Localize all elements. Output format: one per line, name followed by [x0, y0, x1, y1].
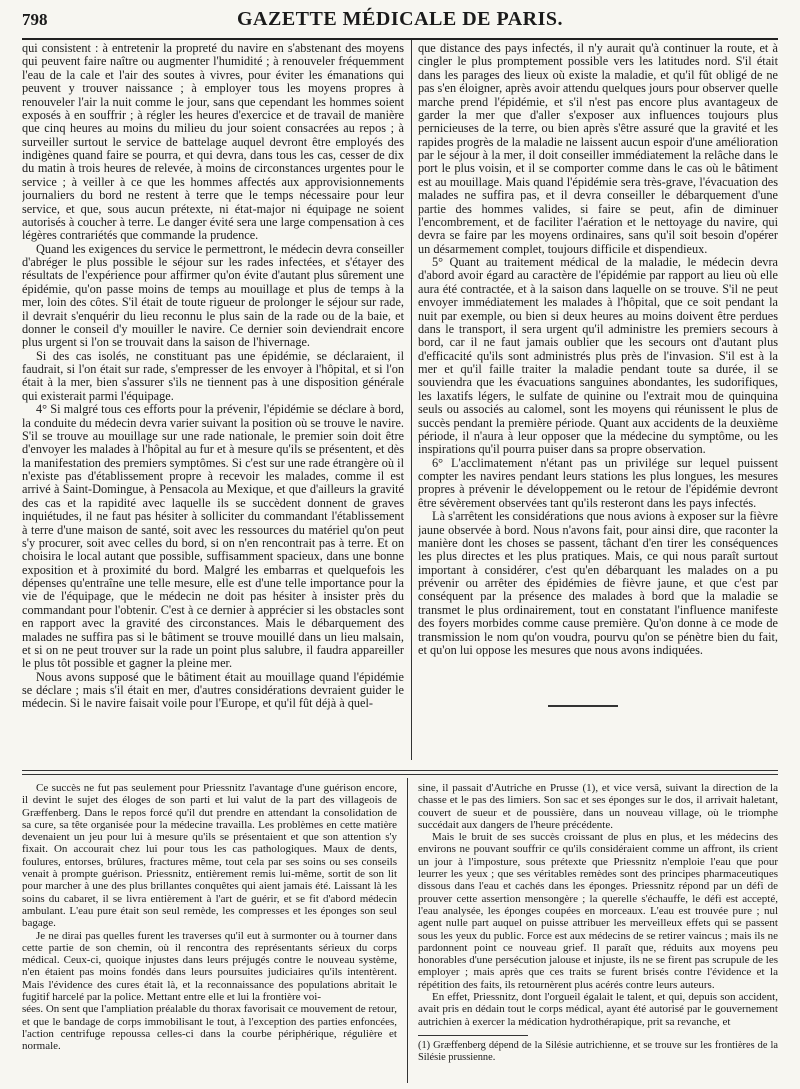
paragraph: 4° Si malgré tous ces efforts pour la prévenir, l'épidémie se déclare à bord, la conduite du médecin devra varier suivant la position où se trouve le navire. S'il se trouve au mouillage sur une rade nationale, le premier soin doit être d'envoyer les malades à l'hôpital au fur et à mesure qu'ils se présentent, et dès la manifestation des premiers symptômes. Si c'est sur une rade étrangère où il n'existe pas d'établissement propre à recevoir les malades, comme il est arrivé à Saint-Domingue, à Pensacola au Mexique, et que d'ailleurs la gravité des cas et la rapidité avec laquelle ils se succèdent donnent de graves inquiétudes, il ne faut pas hésiter à solliciter du commandant l'établissement à terre d'une maison de santé, soit avec les ressources du matériel qu'on peut s'y procurer, soit avec celles du bord, si on n'en rencontrait pas à terre. Et on choisira le local autant que possible, suffisamment spacieux, dans une bonne exposition et à proximité du bord. Malgré les embarras et quelquefois les dépenses qu'entraîne une telle mesure, elle est d'une telle importance pour la vie de l'équipage, que le médecin ne doit pas hésiter à insister près du commandant pour l'obtenir. C'est à ce dernier à apprécier si les obstacles sont en rapport avec la gravité des circonstances. Mais le débarquement des malades ne suffira pas si le bâtiment se trouve mouillé dans un lieu malsain, et si on ne peut trouver sur la rade un point plus salubre, il faudra appareiller le plus tôt possible et gagner la pleine mer.	[22, 402, 404, 671]
paragraph: Là s'arrêtent les considérations que nous avions à exposer sur la fièvre jaune observée à bord. Nous n'avons fait, pour ainsi dire, que raconter la manière dont les choses se passent, tâchant d'en tirer les conséquences les plus directes et les plus pratiques. Mais, ce qui nous paraît surtout important à considérer, c'est qu'en débarquant les malades on a pu prévenir ou arrêter des épidémies de fièvre jaune, et que c'est par conséquent par la présence des malades à bord que la maladie se transmet le plus ordinairement, tout en constatant l'influence manifeste des foyers morbides comme cause première. Qu'on donne à ce mode de transmission le nom qu'on voudra, pourvu qu'on se pénètre bien du fait, et qu'on lui oppose les mesures que nous avons indiquées.	[418, 509, 778, 657]
feuilleton-column-right	[418, 782, 778, 1032]
main-column-left	[22, 42, 404, 760]
paragraph: Quand les exigences du service le permettront, le médecin devra conseiller d'abréger le plus possible le séjour sur les rades infectées, et s'étayer des résultats de l'expérience pour affirmer qu'on évite d'autant plus sûrement une épidémie, qu'on passe moins de temps au mouillage et plus de temps à la mer, loin des côtes. S'il était de toute rigueur de prolonger le séjour sur rade, il devrait s'enquérir du lieu reconnu le plus sain de la rade ou de la baie, et donner le conseil d'y mouiller le navire. Ce dernier soin deviendrait encore plus urgent si l'on se trouvait dans la saison de l'hivernage.	[22, 241, 404, 350]
paragraph: sine, il passait d'Autriche en Prusse (1), et vice versâ, suivant la direction de la chasse et le pas des limiers. Son sac et ses éponges sur le dos, il arrivait haletant, couvert de sueur et de poussière, dans un nouveau village, où le triomphe succédait aux dangers de l'heure précédente.	[418, 782, 778, 831]
feuilleton-column-divider	[407, 778, 408, 1083]
paragraph: Si des cas isolés, ne constituant pas une épidémie, se déclaraient, il faudrait, si l'on était sur rade, s'empresser de les envoyer à l'hôpital, et si l'on était à la mer, bien s'assurer s'ils ne tiennent pas à une disposition générale qui existerait parmi l'équipage.	[22, 348, 404, 403]
paragraph: qui consistent : à entretenir la propreté du navire en s'abstenant des moyens qui peuvent faire naître ou augmenter l'humidité ; à renouveler fréquemment l'eau de la cale et l'air des soutes à vivres, pour éviter les émanations qui peuvent y trouver naissance ; à employer tous les moyens propres à renouveler l'air la nuit comme le jour, sans que cependant les hommes soient exposés à en souffrir ; à régler les heures d'exercice et de travail de manière que cinq heures au moins du milieu du jour soient consacrées au repos ; à surveiller surtout le service de battelage auquel devront être employés des indigènes quand faire se pourra, et qui devra, dans tous les cas, cesser de dix du matin à trois heures de relevée, à moins de circonstances urgentes pour le service ; à veiller à ce que les hommes affectés aux approvisionnements journaliers du bord ne restent à terre que le temps nécessaire pour leur service, et que, sous aucun prétexte, ni état-major ni équipage ne soient autorisés à coucher à terre. Le danger évité sera une large compensation à ces légères contrariétés que commande la prudence.	[22, 42, 404, 243]
journal-title: GAZETTE MÉDICALE DE PARIS.	[236, 8, 564, 30]
feuilleton-divider	[22, 770, 778, 771]
page-number: 798	[22, 10, 48, 29]
feuilleton-column-left	[22, 782, 397, 1082]
paragraph: 5° Quant au traitement médical de la maladie, le médecin devra d'abord avoir égard au caractère de l'épidémie par rapport au lieu où elle aura été contractée, et à la saison dans laquelle on se trouve. S'il ne peut envoyer immédiatement les malades à l'hôpital, que ce soit pendant la nuit par exemple, ou bien si deux heures au moins doivent être perdues dans le transport, il sera urgent qu'il administre les premiers secours à bord, car il ne faut jamais oublier que les secours ont d'autant plus d'efficacité qu'ils sont administrés plus près de l'invasion. S'il est à la mer et qu'il faille traiter la maladie pendant toute sa durée, il se souviendra que les évacuations sanguines abondantes, les sudorifiques, les laxatifs légers, le sulfate de quinine ou l'extrait mou de quinquina seuls ou associés au calomel, sont les moyens qui réunissent le plus de succès pendant la première période. Quant aux accidents de la deuxième période, il n'aura à leur opposer que la médecine du symptôme, ou les inspirations qu'il pourra puiser dans sa propre observation.	[418, 255, 778, 457]
paragraph: 6° L'acclimatement n'étant pas un privilége sur lequel puissent compter les navires pendant leurs stations les plus longues, les mesures propres à prévenir le développement ou le retour de l'épidémie devront être sévèrement observées tant qu'ils resteront dans les pays infectés.	[418, 455, 778, 510]
paragraph: Je ne dirai pas quelles furent les traverses qu'il eut à surmonter ou à tourner dans cette partie de son chemin, où il rencontra des représentants sérieux du corps médical. Ceux-ci, quoique injustes dans leurs préjugés contre le nouveau système, n'en étaient pas moins fondés dans leurs poursuites judiciaires qu'ils intentèrent. Mais l'évidence des cures était là, et la reconnaissance des populations abritait le fugitif harcelé par la police. Mettant entre elle et lui la frontière voi-	[22, 929, 397, 1004]
paragraph: sées. On sent que l'ampliation préalable du thorax favorisait ce mouvement de retour, et que le bandage de corps immobilisant le tout, à l'exception des parties enfoncées, l'action centrifuge repoussa celles-ci dans la courbe périphérique, régulière et normale.	[22, 1003, 397, 1053]
column-divider	[411, 40, 412, 760]
page-header	[22, 8, 778, 34]
paragraph: En effet, Priessnitz, dont l'orgueil égalait le talent, et qui, depuis son accident, avait pris en dédain tout le corps médical, ayant été autorisé par le gouvernement autrichien à exercer la médication hydrothérapique, prit sa revanche, et	[418, 991, 778, 1028]
paragraph: que distance des pays infectés, il n'y aurait qu'à continuer la route, et à cingler le plus promptement possible vers les latitudes nord. S'il était dans les parages des lieux où existe la maladie, et qu'il fût obligé de ne pas s'en éloigner, après avoir attendu quelques jours pour observer quelle marche prend l'épidémie, et s'il n'est pas encore plus avantageux de garder la mer que d'aller s'exposer aux influences toujours plus pernicieuses de la terre, ou bien après s'être assuré que la gravité et les rapides progrès de la maladie ne laissent aucun espoir d'une amélioration par le séjour à la mer, il doit conseiller immédiatement la relâche dans le port le plus voisin, et il se comporter comme dans le cas où le bâtiment est au mouillage. Mais quand l'épidémie sera très-grave, l'évacuation des malades ne suffira pas, et il devra conseiller le débarquement d'une partie des hommes valides, si faire se peut, afin de diminuer l'encombrement, et de faciliter l'aération et le nettoyage du navire, qui devra se faire par les moyens ordinaires, sans qu'il soit besoin d'opérer un désarmement complet, toujours difficile et dispendieux.	[418, 42, 778, 256]
paragraph: Mais le bruit de ses succès croissant de plus en plus, et les médecins des environs ne pouvant souffrir ce qu'ils considéraient comme un affront, ils crient un jour à l'imposture, sous prétexte que Priessnitz n'emploie l'eau que pour leurrer les yeux ; que ses véritables remèdes sont des principes pharmaceutiques dissous dans l'eau et cachés dans les éponges. Priessnitz répond par un défi de prouver cette assertion mensongère ; la querelle s'échauffe, le défi est accepté, l'eau analysée, les éponges coupées en morceaux. L'eau est trouvée pure ; nul agent nulle part auquel on puisse attribuer les merveilleux effets qui se passent sous les yeux du public. Force est aux médecins de se retirer vaincus ; mais ils ne pardonnent point ce nouveau grief. Il paraît que, réduits aux moyens peu honorables d'une persécution jalouse et injuste, ils ne se firent pas scrupule de les employer ; mais après que ces traits se furent brisés contre l'évidence et la répétition des faits, ils retournèrent plus acérés contre leurs auteurs.	[418, 831, 778, 991]
paragraph: Ce succès ne fut pas seulement pour Priessnitz l'avantage d'une guérison encore, il devint le sujet des éloges de son parti et lui valut de la part des villageois de Græffenberg. Dans le repos forcé qu'il dut prendre en attendant la consolidation de sa cure, sa tête organisée pour la médecine travailla. Les problèmes en cette matière devenaient un jeu pour lui à mesure qu'ils se présentaient et que son attention s'y fixait. On accourait chez lui pour tous les cas pathologiques. Maux de dents, foulures, entorses, brûlures, fractures même, tout cela par ses soins ou ses conseils venait à prompte guérison. Priessnitz, entièrement remis lui-même, sortit de son lit pour marcher à une des plus brillantes conquêtes qui aient jamais été. Laissant là les soins du cabaret, il se livra entièrement à l'art de guérir, et se fit d'abord médecin ambulant. L'eau pure était son seul remède, les compresses et les éponges son seul bagage.	[22, 782, 397, 930]
footnote-rule	[418, 1035, 528, 1036]
section-end-rule	[548, 705, 618, 707]
footnote: (1) Græffenberg dépend de la Silésie autrichienne, et se trouve sur les frontières de la Silésie prussienne.	[418, 1040, 778, 1063]
paragraph: Nous avons supposé que le bâtiment était au mouillage quand l'épidémie se déclare ; mais s'il était en mer, d'autres considérations devraient guider le médecin. Si le navire faisait voile pour l'Europe, et qu'il fût déjà à quel-	[22, 669, 404, 711]
feuilleton-divider-thin	[22, 774, 778, 775]
header-rule	[22, 38, 778, 40]
main-column-right	[418, 42, 778, 682]
